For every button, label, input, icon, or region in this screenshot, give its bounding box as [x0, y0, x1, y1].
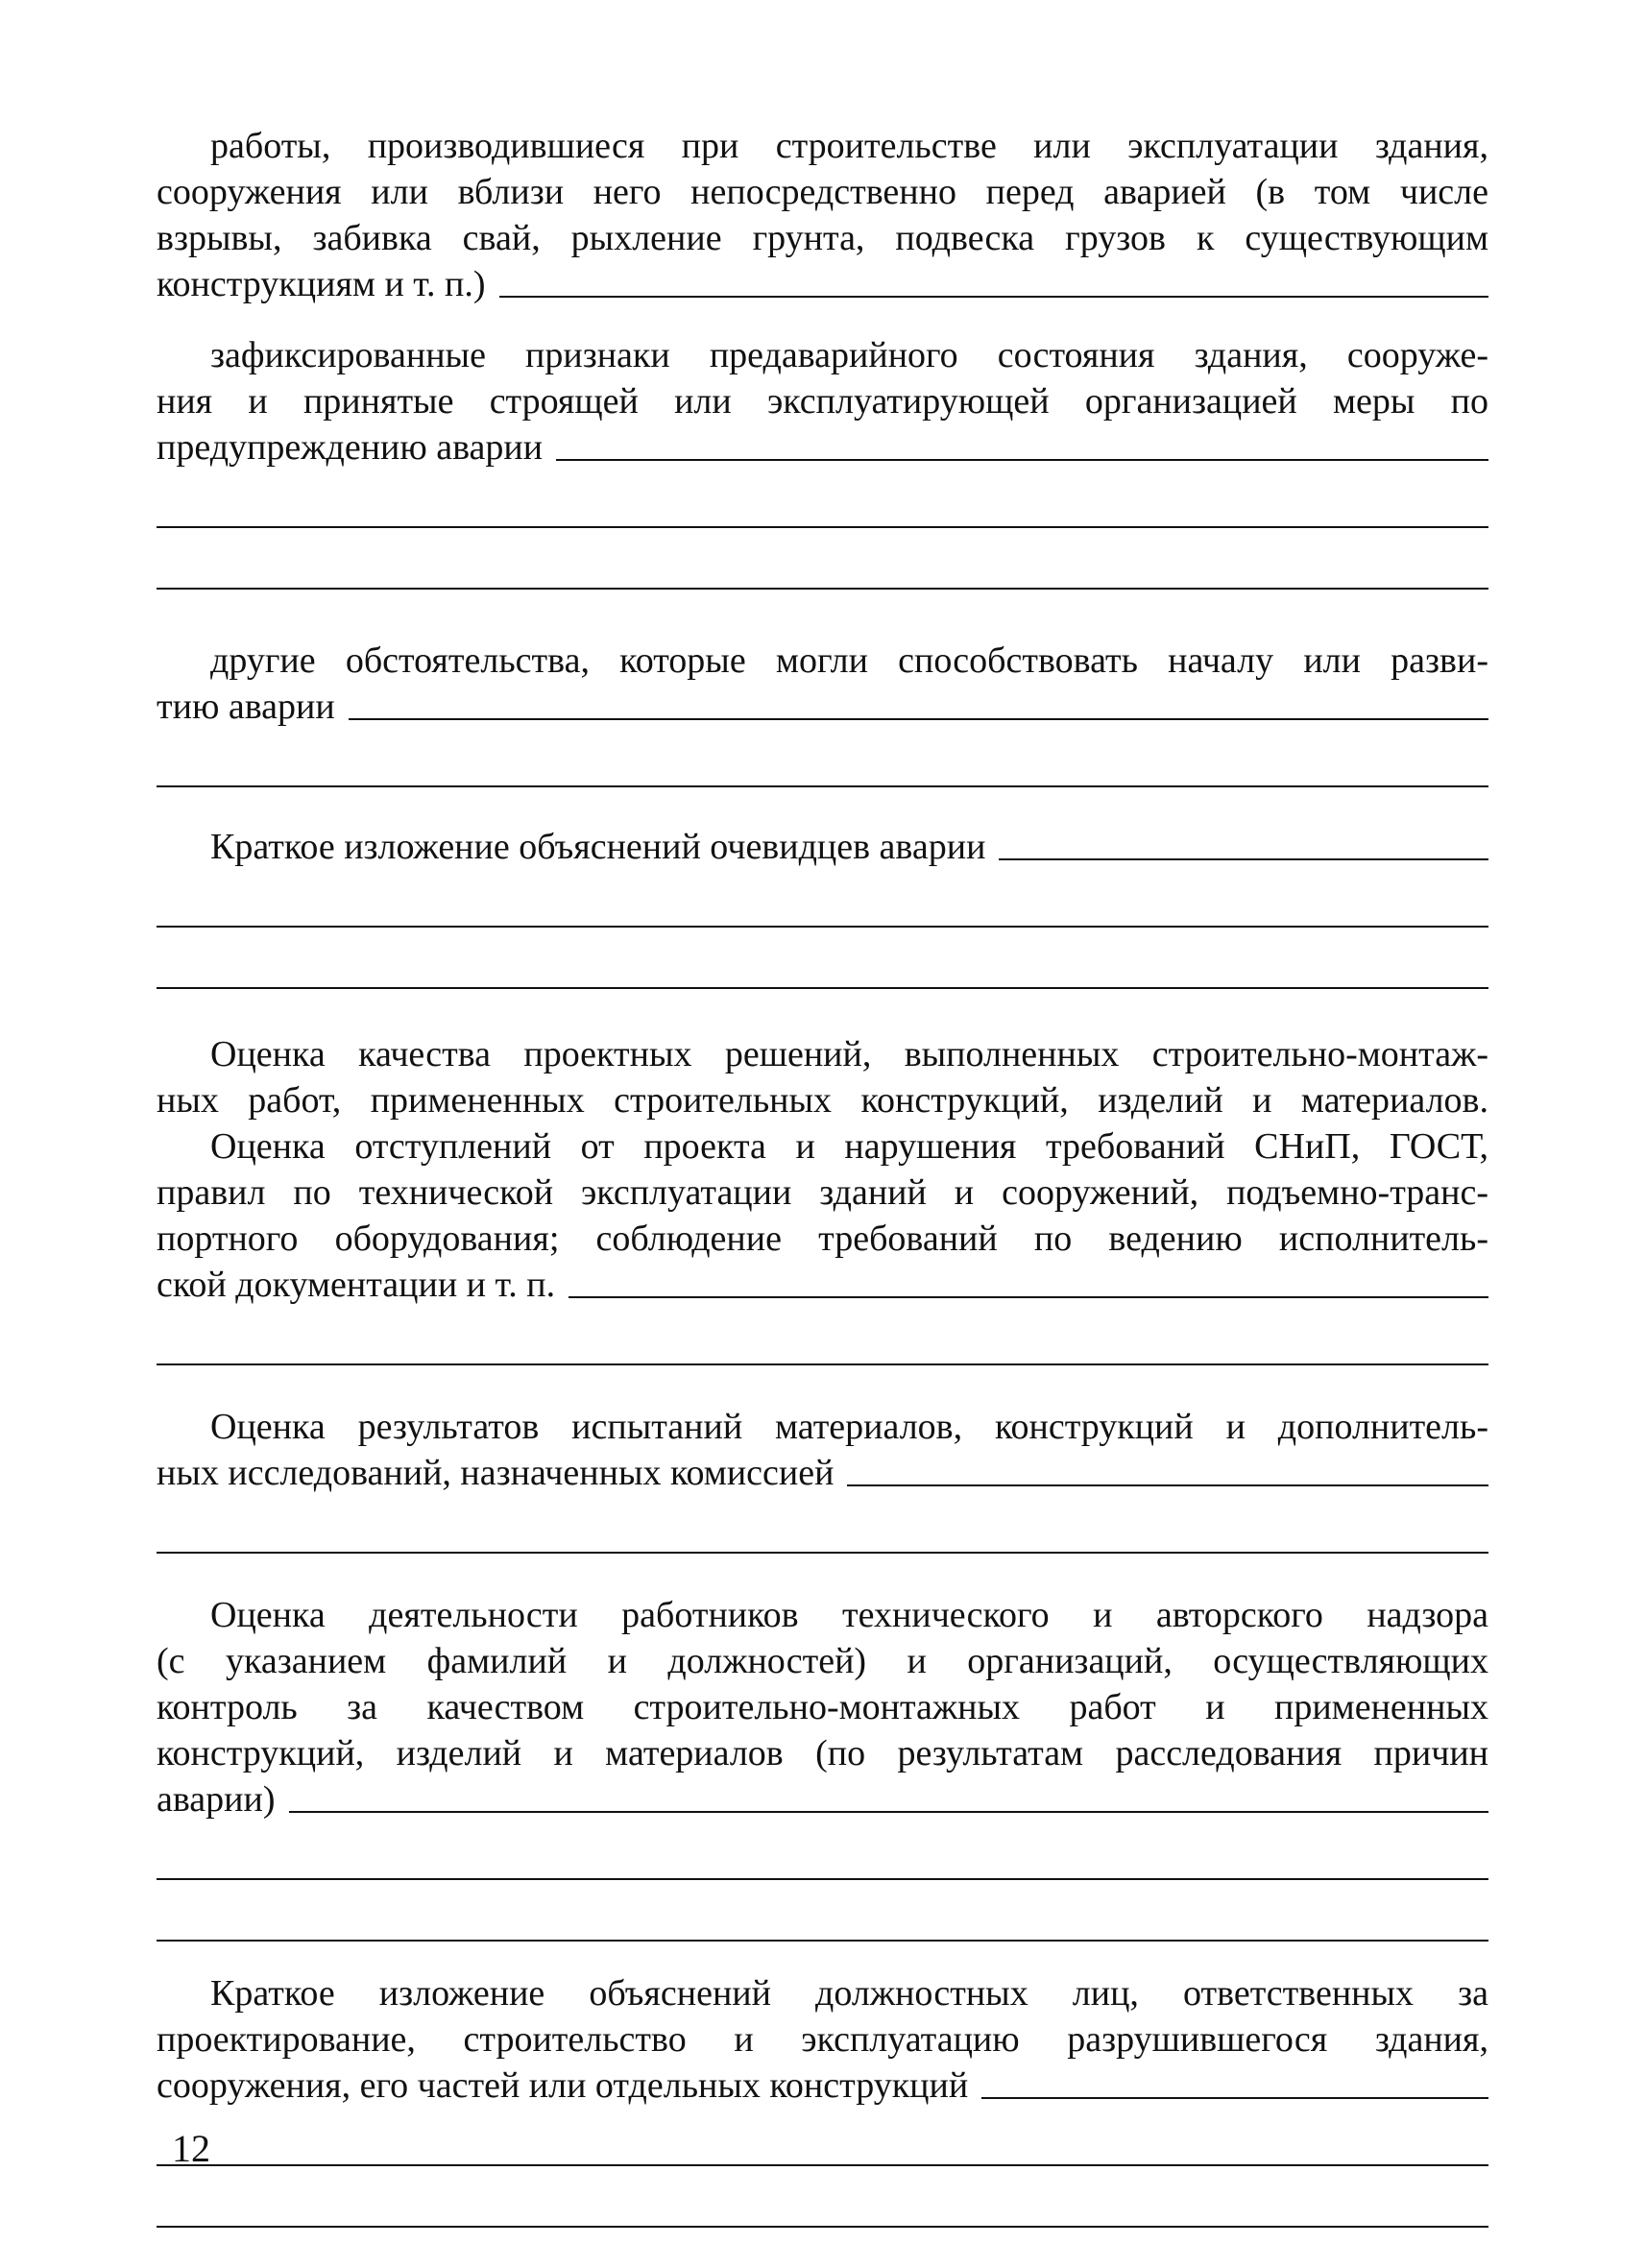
blank-field[interactable]: [499, 296, 1488, 298]
text-line: ния и принятые строящей или эксплуатирующей организацией меры по: [157, 381, 1488, 422]
section-officials-statements: [157, 1970, 1488, 2228]
form-content: [157, 123, 1488, 2228]
field-label: сооружения, его частей или отдельных конструкций: [157, 2065, 969, 2106]
text-line: Оценка качества проектных решений, выполненных строительно-монтаж-: [210, 1034, 1488, 1074]
text-line: правил по технической эксплуатации зданий и сооружений, подъемно-транс-: [157, 1172, 1488, 1213]
text-line: контроль за качеством строительно-монтажных работ и примененных: [157, 1687, 1488, 1727]
blank-field[interactable]: [568, 1296, 1488, 1298]
text-line: (с указанием фамилий и должностей) и организаций, осуществляющих: [157, 1641, 1488, 1681]
text-line: Оценка отступлений от проекта и нарушения требований СНиП, ГОСТ,: [210, 1126, 1488, 1167]
text-line: Оценка деятельности работников технического и авторского надзора: [210, 1595, 1488, 1635]
text-line: ных работ, примененных строительных конструкций, изделий и материалов.: [157, 1080, 1488, 1121]
field-line: [157, 684, 1488, 730]
text-line: Оценка результатов испытаний материалов, конструкций и дополнитель-: [210, 1407, 1488, 1447]
field-label: предупреждению аварии: [157, 427, 544, 468]
section-pre-accident-signs: [157, 332, 1488, 590]
field-label: ных исследований, назначенных комиссией: [157, 1453, 835, 1493]
text-line: Краткое изложение объяснений должностных лиц, ответственных за: [210, 1973, 1488, 2014]
page-number: 12: [172, 2127, 210, 2170]
blank-field[interactable]: [289, 1811, 1489, 1813]
field-line: [157, 1450, 1488, 1496]
field-line: [157, 261, 1488, 307]
section-supervision-assessment: [157, 1592, 1488, 1942]
text-line: другие обстоятельства, которые могли способствовать началу или разви-: [210, 640, 1488, 681]
section-test-results: [157, 1404, 1488, 1554]
text-line: сооружения или вблизи него непосредственно перед аварией (в том числе: [157, 172, 1488, 212]
text-line: проектирование, строительство и эксплуатацию разрушившегося здания,: [157, 2019, 1488, 2060]
blank-field[interactable]: [556, 459, 1488, 461]
field-label: ской документации и т. п.: [157, 1265, 556, 1305]
field-line: [157, 2063, 1488, 2109]
text-line: портного оборудования; соблюдение требований по ведению исполнитель-: [157, 1218, 1488, 1259]
field-line: [157, 824, 1488, 870]
text-line: конструкций, изделий и материалов (по результатам расследования причин: [157, 1733, 1488, 1773]
field-line: [157, 424, 1488, 470]
field-label: Краткое изложение объяснений очевидцев аварии: [210, 827, 986, 867]
blank-field[interactable]: [349, 718, 1488, 720]
field-label: тию аварии: [157, 687, 335, 727]
field-label: аварии): [157, 1779, 276, 1820]
text-line: взрывы, забивка свай, рыхление грунта, подвеска грузов к существующим: [157, 218, 1488, 258]
section-works-before-accident: [157, 123, 1488, 307]
section-other-circumstances: [157, 638, 1488, 787]
field-line: [157, 1776, 1488, 1822]
text-line: работы, производившиеся при строительстве или эксплуатации здания,: [210, 126, 1488, 166]
blank-field[interactable]: [847, 1484, 1488, 1486]
blank-field[interactable]: [999, 858, 1488, 860]
section-quality-assessment: [157, 1031, 1488, 1365]
text-line: зафиксированные признаки предаварийного состояния здания, сооруже-: [210, 335, 1488, 375]
section-witness-statements: [157, 824, 1488, 989]
blank-field[interactable]: [981, 2097, 1488, 2099]
blank-line[interactable]: [157, 2226, 1488, 2228]
field-line: [157, 1262, 1488, 1308]
field-label: конструкциям и т. п.): [157, 264, 486, 304]
